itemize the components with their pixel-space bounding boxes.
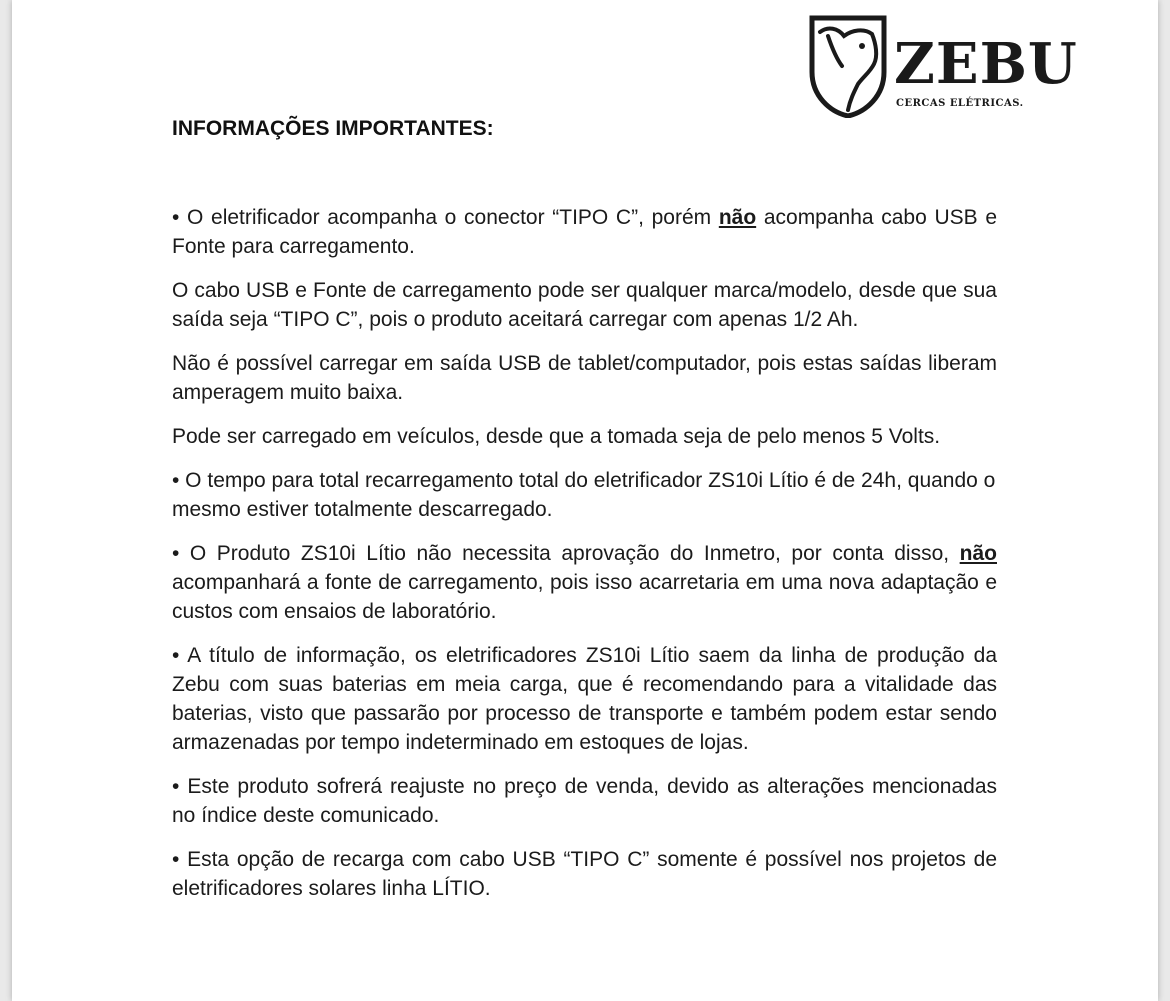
logo-brand: ZEBU: [894, 31, 1078, 97]
paragraph-text: acompanhará a fonte de carregamento, pois isso acarretaria em uma nova adaptação e custos com ensaios de laboratório.: [172, 571, 997, 623]
logo-tagline: CERCAS ELÉTRICAS.: [896, 98, 1024, 109]
emphasis-nao: não: [959, 542, 997, 565]
paragraph-charger-info: O cabo USB e Fonte de carregamento pode ser qualquer marca/modelo, desde que sua saída seja “TIPO C”, pois o produto aceitará carregar com apenas 1/2 Ah.: [172, 279, 997, 331]
paragraph-charge-time: • O tempo para total recarregamento total do eletrificador ZS10i Lítio é de 24h, quando o mesmo estiver totalmente descarregado.: [172, 469, 996, 521]
paragraph-connector: [172, 203, 997, 261]
paragraph-usb-limit: Não é possível carregar em saída USB de tablet/computador, pois estas saídas liberam amperagem muito baixa.: [172, 352, 997, 404]
paragraph-price: • Este produto sofrerá reajuste no preço de venda, devido as alterações mencionadas no índice deste comunicado.: [172, 775, 997, 827]
emphasis-nao: não: [718, 206, 757, 229]
zebu-logo: [808, 14, 1078, 118]
document-body: [172, 203, 997, 918]
paragraph-text: • O eletrificador acompanha o conector “TIPO C”, porém: [172, 206, 719, 229]
page-heading: INFORMAÇÕES IMPORTANTES:: [172, 117, 494, 140]
paragraph-battery-charge: • A título de informação, os eletrificadores ZS10i Lítio saem da linha de produção da Zebu com suas baterias em meia carga, que é recomendando para a vitalidade das baterias, visto que passarão por processo de transporte e também podem estar sendo armazenadas por tempo indeterminado em estoques de lojas.: [172, 644, 997, 754]
paragraph-text: • O Produto ZS10i Lítio não necessita aprovação do Inmetro, por conta disso,: [172, 542, 960, 565]
document-page: [12, 0, 1158, 1001]
paragraph-vehicles: Pode ser carregado em veículos, desde que a tomada seja de pelo menos 5 Volts.: [172, 425, 941, 448]
paragraph-usb-c-option: • Esta opção de recarga com cabo USB “TIPO C” somente é possível nos projetos de eletrificadores solares linha LÍTIO.: [172, 848, 997, 900]
bull-shield-icon: [808, 14, 888, 118]
paragraph-text: acompanha cabo USB e Fonte para carregamento.: [172, 206, 998, 258]
paragraph-inmetro: [172, 539, 997, 626]
